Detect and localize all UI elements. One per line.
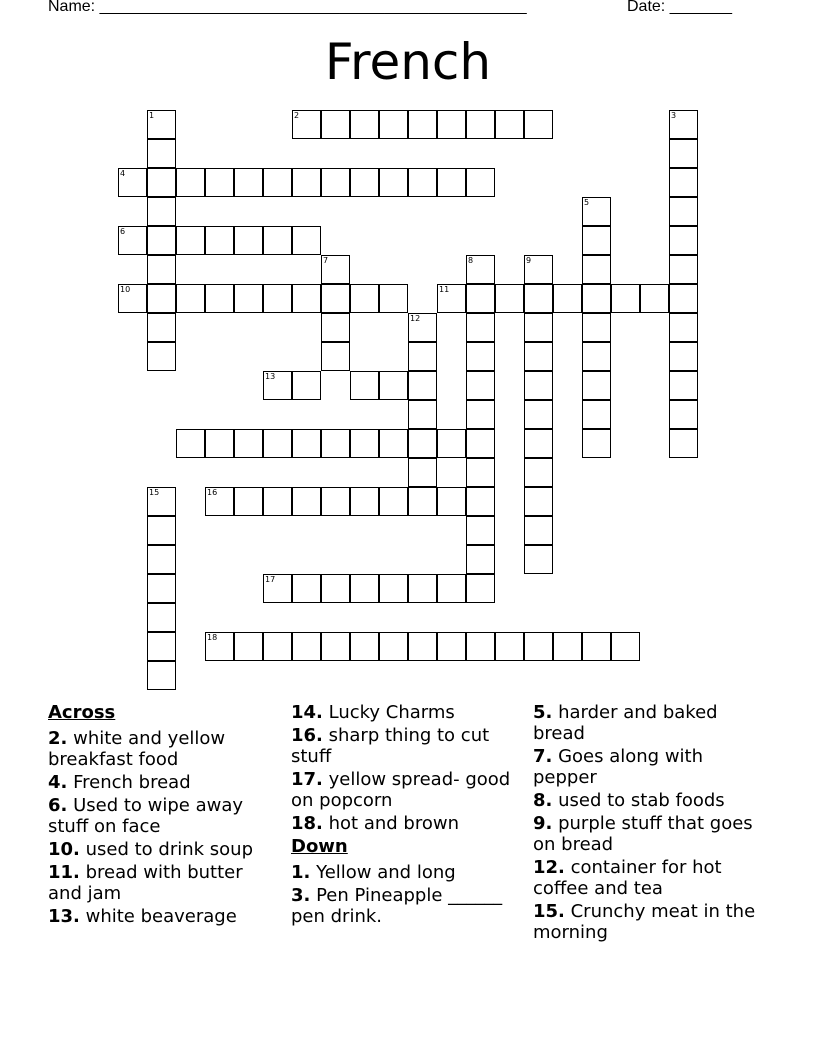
grid-cell[interactable]	[582, 226, 611, 255]
grid-cell[interactable]	[524, 342, 553, 371]
grid-cell[interactable]	[524, 487, 553, 516]
clue-number: 11	[439, 285, 450, 294]
name-field-label: Name: ________________________________________________	[48, 0, 527, 15]
grid-cell[interactable]	[321, 632, 350, 661]
grid-cell[interactable]	[524, 371, 553, 400]
clue-item	[291, 725, 521, 767]
grid-cell[interactable]	[669, 400, 698, 429]
clue-number: 12	[410, 314, 421, 323]
clue-text: yellow spread- good on popcorn	[291, 769, 511, 811]
clue-number: 9	[526, 256, 532, 265]
grid-cell[interactable]	[379, 371, 408, 400]
clue-number-label: 1.	[291, 862, 311, 883]
grid-cell[interactable]	[118, 284, 147, 313]
grid-cell[interactable]	[379, 574, 408, 603]
clue-item	[533, 702, 763, 744]
clue-item	[48, 839, 278, 860]
grid-cell[interactable]	[669, 226, 698, 255]
grid-cell[interactable]	[350, 371, 379, 400]
grid-cell[interactable]	[234, 168, 263, 197]
grid-cell[interactable]	[147, 313, 176, 342]
clue-number: 6	[120, 227, 126, 236]
grid-cell[interactable]	[466, 487, 495, 516]
grid-cell[interactable]	[408, 632, 437, 661]
grid-cell[interactable]	[582, 371, 611, 400]
down-clue-list-continued	[533, 702, 763, 943]
clue-item	[291, 862, 521, 883]
grid-cell[interactable]	[205, 632, 234, 661]
clue-text: white beaverage	[79, 906, 237, 927]
grid-cell[interactable]	[495, 110, 524, 139]
grid-cell[interactable]	[147, 110, 176, 139]
grid-cell[interactable]	[321, 429, 350, 458]
grid-cell[interactable]	[582, 284, 611, 313]
grid-cell[interactable]	[147, 545, 176, 574]
grid-cell[interactable]	[408, 400, 437, 429]
clue-number-label: 5.	[533, 702, 553, 723]
clue-item	[291, 885, 521, 927]
grid-cell[interactable]	[176, 429, 205, 458]
grid-cell[interactable]	[524, 400, 553, 429]
clue-number: 15	[149, 488, 160, 497]
clue-number: 3	[671, 111, 677, 120]
grid-cell[interactable]	[669, 168, 698, 197]
grid-cell[interactable]	[147, 603, 176, 632]
grid-cell[interactable]	[147, 284, 176, 313]
clue-number: 8	[468, 256, 474, 265]
grid-cell[interactable]	[466, 371, 495, 400]
grid-cell[interactable]	[408, 168, 437, 197]
clue-text: French bread	[67, 772, 191, 793]
grid-cell[interactable]	[292, 574, 321, 603]
clue-item	[291, 702, 521, 723]
grid-cell[interactable]	[669, 371, 698, 400]
grid-cell[interactable]	[234, 632, 263, 661]
grid-cell[interactable]	[263, 632, 292, 661]
grid-cell[interactable]	[524, 632, 553, 661]
grid-cell[interactable]	[466, 110, 495, 139]
grid-cell[interactable]	[669, 284, 698, 313]
grid-cell[interactable]	[408, 313, 437, 342]
clue-number-label: 15.	[533, 901, 565, 922]
grid-cell[interactable]	[524, 110, 553, 139]
grid-cell[interactable]	[582, 429, 611, 458]
grid-cell[interactable]	[147, 197, 176, 226]
down-clue-list	[291, 862, 521, 927]
across-clue-list	[48, 728, 278, 927]
grid-cell[interactable]	[437, 168, 466, 197]
grid-cell[interactable]	[408, 371, 437, 400]
across-heading: Across	[48, 702, 116, 723]
grid-cell[interactable]	[466, 545, 495, 574]
clue-number-label: 18.	[291, 813, 323, 834]
grid-cell[interactable]	[466, 313, 495, 342]
date-field-label: Date: _______	[627, 0, 732, 15]
grid-cell[interactable]	[263, 371, 292, 400]
clue-text: white and yellow breakfast food	[48, 728, 226, 770]
grid-cell[interactable]	[263, 429, 292, 458]
grid-cell[interactable]	[321, 168, 350, 197]
clue-item	[48, 772, 278, 793]
grid-cell[interactable]	[321, 255, 350, 284]
grid-cell[interactable]	[669, 342, 698, 371]
grid-cell[interactable]	[147, 516, 176, 545]
grid-cell[interactable]	[553, 632, 582, 661]
grid-cell[interactable]	[408, 487, 437, 516]
clue-number-label: 3.	[291, 885, 311, 906]
clue-number-label: 16.	[291, 725, 323, 746]
clue-text: harder and baked bread	[533, 702, 718, 744]
page-title: French	[324, 33, 492, 91]
grid-cell[interactable]	[524, 516, 553, 545]
clue-item	[291, 813, 521, 834]
grid-cell[interactable]	[524, 313, 553, 342]
grid-cell[interactable]	[466, 255, 495, 284]
grid-cell[interactable]	[234, 487, 263, 516]
grid-cell[interactable]	[205, 284, 234, 313]
grid-cell[interactable]	[292, 429, 321, 458]
grid-cell[interactable]	[321, 284, 350, 313]
grid-cell[interactable]	[350, 429, 379, 458]
grid-cell[interactable]	[263, 226, 292, 255]
grid-cell[interactable]	[437, 574, 466, 603]
grid-cell[interactable]	[582, 342, 611, 371]
grid-cell[interactable]	[611, 632, 640, 661]
grid-cell[interactable]	[147, 139, 176, 168]
grid-cell[interactable]	[147, 661, 176, 690]
clue-text: purple stuff that goes on bread	[533, 813, 753, 855]
clue-number-label: 11.	[48, 862, 80, 883]
grid-cell[interactable]	[205, 429, 234, 458]
grid-cell[interactable]	[611, 284, 640, 313]
grid-cell[interactable]	[495, 284, 524, 313]
grid-cell[interactable]	[350, 487, 379, 516]
clue-text: used to stab foods	[552, 790, 725, 811]
clue-number: 17	[265, 575, 276, 584]
grid-cell[interactable]	[147, 255, 176, 284]
clue-text: Pen Pineapple ______ pen drink.	[291, 885, 503, 927]
grid-cell[interactable]	[350, 632, 379, 661]
grid-cell[interactable]	[263, 487, 292, 516]
grid-cell[interactable]	[669, 255, 698, 284]
grid-cell[interactable]	[466, 574, 495, 603]
clue-item	[48, 795, 278, 837]
grid-cell[interactable]	[147, 487, 176, 516]
clue-text: Crunchy meat in the morning	[533, 901, 756, 943]
grid-cell[interactable]	[582, 197, 611, 226]
clue-number-label: 17.	[291, 769, 323, 790]
clue-number-label: 9.	[533, 813, 553, 834]
grid-cell[interactable]	[408, 429, 437, 458]
grid-cell[interactable]	[205, 168, 234, 197]
grid-cell[interactable]	[408, 342, 437, 371]
grid-cell[interactable]	[669, 197, 698, 226]
clues-column-1	[48, 702, 278, 929]
grid-cell[interactable]	[350, 574, 379, 603]
clue-number-label: 10.	[48, 839, 80, 860]
grid-cell[interactable]	[205, 487, 234, 516]
grid-cell[interactable]	[321, 487, 350, 516]
clue-text: sharp thing to cut stuff	[291, 725, 490, 767]
grid-cell[interactable]	[379, 429, 408, 458]
clue-number: 5	[584, 198, 590, 207]
grid-cell[interactable]	[292, 371, 321, 400]
grid-cell[interactable]	[292, 632, 321, 661]
grid-cell[interactable]	[524, 458, 553, 487]
grid-cell[interactable]	[118, 226, 147, 255]
clue-text: Yellow and long	[310, 862, 456, 883]
clue-number: 1	[149, 111, 155, 120]
grid-cell[interactable]	[669, 110, 698, 139]
clue-number-label: 14.	[291, 702, 323, 723]
clue-number-label: 7.	[533, 746, 553, 767]
clue-text: container for hot coffee and tea	[533, 857, 722, 899]
clues-column-2	[291, 702, 521, 929]
grid-cell[interactable]	[147, 168, 176, 197]
grid-cell[interactable]	[640, 284, 669, 313]
grid-cell[interactable]	[350, 110, 379, 139]
grid-cell[interactable]	[321, 110, 350, 139]
grid-cell[interactable]	[263, 168, 292, 197]
grid-cell[interactable]	[234, 226, 263, 255]
grid-cell[interactable]	[408, 458, 437, 487]
clue-item	[48, 906, 278, 927]
grid-cell[interactable]	[582, 400, 611, 429]
grid-cell[interactable]	[437, 284, 466, 313]
grid-cell[interactable]	[466, 342, 495, 371]
grid-cell[interactable]	[408, 110, 437, 139]
grid-cell[interactable]	[350, 168, 379, 197]
clue-number-label: 2.	[48, 728, 68, 749]
grid-cell[interactable]	[466, 632, 495, 661]
grid-cell[interactable]	[321, 342, 350, 371]
clue-text: used to drink soup	[79, 839, 254, 860]
grid-cell[interactable]	[234, 429, 263, 458]
grid-cell[interactable]	[205, 226, 234, 255]
clue-number: 4	[120, 169, 126, 178]
grid-cell[interactable]	[147, 574, 176, 603]
grid-cell[interactable]	[524, 255, 553, 284]
grid-cell[interactable]	[379, 110, 408, 139]
clue-number-label: 6.	[48, 795, 68, 816]
grid-cell[interactable]	[321, 574, 350, 603]
grid-cell[interactable]	[263, 284, 292, 313]
grid-cell[interactable]	[379, 284, 408, 313]
across-clue-list-continued	[291, 702, 521, 834]
grid-cell[interactable]	[582, 313, 611, 342]
grid-cell[interactable]	[524, 429, 553, 458]
grid-cell[interactable]	[582, 632, 611, 661]
clue-item	[533, 857, 763, 899]
grid-cell[interactable]	[669, 429, 698, 458]
clue-number: 16	[207, 488, 218, 497]
grid-cell[interactable]	[466, 284, 495, 313]
clue-item	[533, 746, 763, 788]
grid-cell[interactable]	[292, 226, 321, 255]
clue-item	[533, 790, 763, 811]
grid-cell[interactable]	[379, 487, 408, 516]
grid-cell[interactable]	[466, 458, 495, 487]
clue-number: 7	[323, 256, 329, 265]
grid-cell[interactable]	[147, 632, 176, 661]
grid-cell[interactable]	[669, 313, 698, 342]
grid-cell[interactable]	[437, 429, 466, 458]
clue-item	[48, 728, 278, 770]
grid-cell[interactable]	[118, 168, 147, 197]
clues-column-3	[533, 702, 763, 945]
clue-number: 10	[120, 285, 131, 294]
grid-cell[interactable]	[263, 574, 292, 603]
clue-text: Lucky Charms	[322, 702, 455, 723]
grid-cell[interactable]	[524, 545, 553, 574]
grid-cell[interactable]	[234, 284, 263, 313]
grid-cell[interactable]	[147, 342, 176, 371]
grid-cell[interactable]	[582, 255, 611, 284]
grid-cell[interactable]	[292, 168, 321, 197]
clue-number-label: 4.	[48, 772, 68, 793]
clue-text: Goes along with pepper	[533, 746, 704, 788]
grid-cell[interactable]	[669, 139, 698, 168]
clue-number-label: 8.	[533, 790, 553, 811]
clue-number: 13	[265, 372, 276, 381]
grid-cell[interactable]	[292, 284, 321, 313]
grid-cell[interactable]	[176, 168, 205, 197]
grid-cell[interactable]	[466, 400, 495, 429]
grid-cell[interactable]	[176, 226, 205, 255]
grid-cell[interactable]	[466, 516, 495, 545]
grid-cell[interactable]	[176, 284, 205, 313]
grid-cell[interactable]	[466, 429, 495, 458]
down-heading: Down	[291, 836, 348, 857]
clue-item	[533, 901, 763, 943]
clue-item	[291, 769, 521, 811]
grid-cell[interactable]	[147, 226, 176, 255]
clue-item	[48, 862, 278, 904]
grid-cell[interactable]	[524, 284, 553, 313]
grid-cell[interactable]	[437, 110, 466, 139]
grid-cell[interactable]	[292, 487, 321, 516]
clue-number: 18	[207, 633, 218, 642]
clue-item	[533, 813, 763, 855]
clue-number: 2	[294, 111, 300, 120]
grid-cell[interactable]	[292, 110, 321, 139]
grid-cell[interactable]	[379, 632, 408, 661]
grid-cell[interactable]	[437, 487, 466, 516]
grid-cell[interactable]	[466, 168, 495, 197]
clue-number-label: 12.	[533, 857, 565, 878]
clue-number-label: 13.	[48, 906, 80, 927]
grid-cell[interactable]	[321, 313, 350, 342]
clue-text: bread with butter and jam	[48, 862, 243, 904]
clue-text: hot and brown	[322, 813, 459, 834]
grid-cell[interactable]	[437, 632, 466, 661]
clue-text: Used to wipe away stuff on face	[48, 795, 244, 837]
grid-cell[interactable]	[350, 284, 379, 313]
grid-cell[interactable]	[408, 574, 437, 603]
grid-cell[interactable]	[379, 168, 408, 197]
grid-cell[interactable]	[553, 284, 582, 313]
grid-cell[interactable]	[495, 632, 524, 661]
